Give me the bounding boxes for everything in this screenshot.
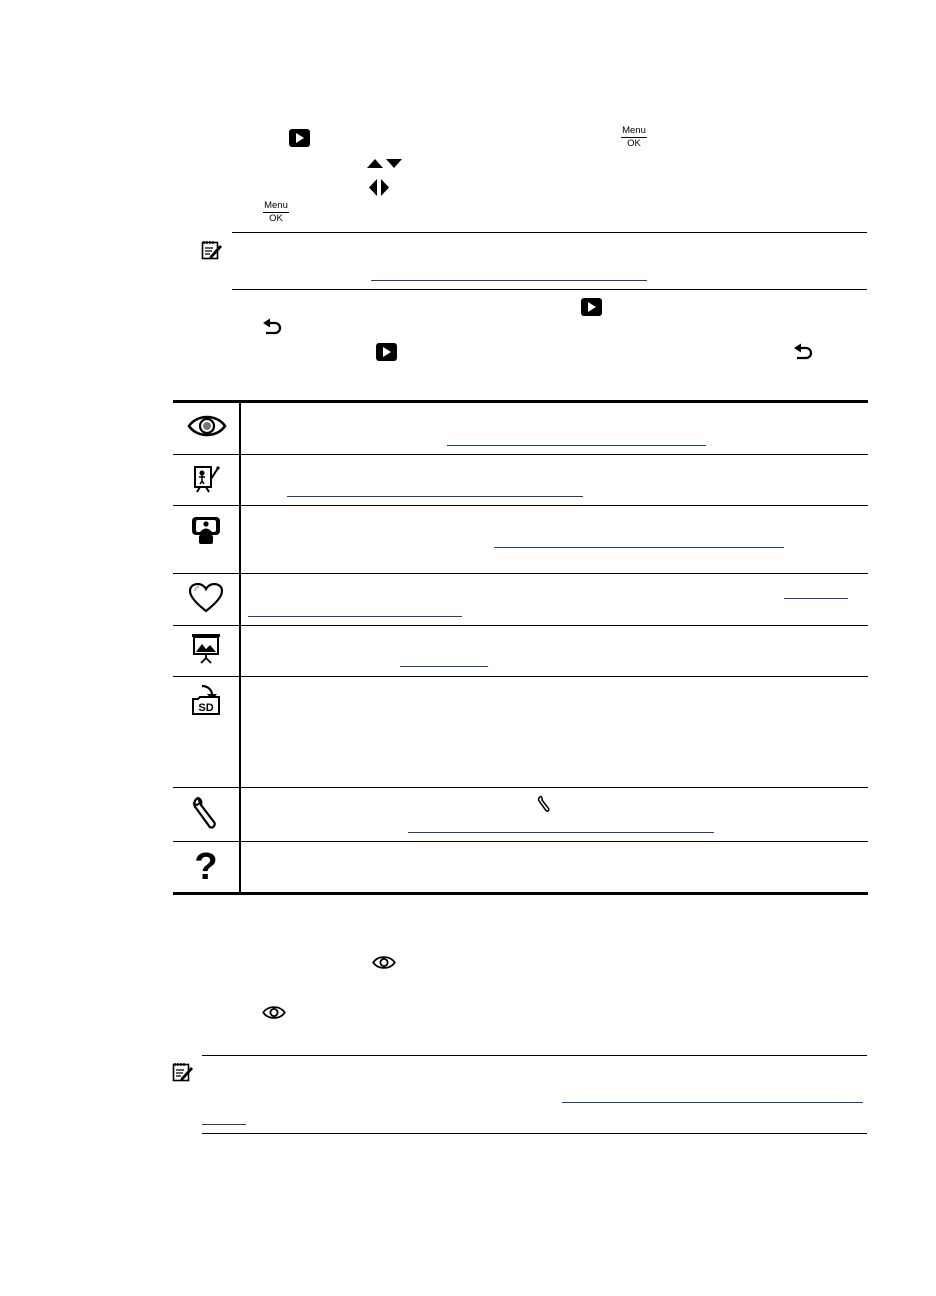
left-right-arrows-icon [368, 179, 390, 196]
heart-icon [189, 583, 223, 613]
note-link[interactable] [202, 1124, 246, 1125]
photo-person-icon [190, 515, 222, 545]
note-top-rule [232, 232, 867, 233]
table-column-divider [239, 402, 241, 893]
note-link[interactable] [371, 280, 647, 281]
menu-ok-button-icon: Menu OK [264, 200, 288, 224]
table-row-divider [173, 841, 868, 842]
table-row-divider [173, 505, 868, 506]
playback-icon [289, 129, 310, 147]
note-bottom-rule [202, 1133, 867, 1134]
slideshow-screen-icon [191, 633, 221, 665]
up-down-arrows-icon [367, 158, 403, 169]
table-row-divider [173, 454, 868, 455]
table-row-divider [173, 787, 868, 788]
easel-artist-icon [192, 464, 220, 494]
row-link[interactable] [248, 616, 462, 617]
table-row-divider [173, 676, 868, 677]
eye-icon [262, 1005, 286, 1020]
eye-icon [372, 955, 396, 970]
eye-icon [187, 414, 227, 438]
sd-card-icon [190, 684, 222, 716]
table-bottom-rule [173, 892, 868, 895]
menu-ok-button-icon: Menu OK [622, 125, 646, 149]
playback-icon [376, 343, 397, 361]
table-row-divider [173, 573, 868, 574]
row-link[interactable] [408, 832, 714, 833]
note-bottom-rule [232, 289, 867, 290]
svg-text:SD: SD [198, 702, 214, 714]
wrench-icon [537, 795, 551, 813]
row-link[interactable] [784, 598, 848, 599]
playback-icon [581, 298, 602, 316]
svg-text:?: ? [194, 847, 218, 883]
note-link[interactable] [562, 1102, 863, 1103]
note-icon [201, 239, 223, 261]
back-arrow-icon [262, 318, 282, 336]
back-arrow-icon [793, 343, 813, 361]
question-mark-icon [193, 847, 219, 883]
row-link[interactable] [494, 547, 784, 548]
table-top-rule [173, 400, 868, 403]
note-icon [172, 1061, 194, 1083]
row-link[interactable] [400, 666, 488, 667]
note-top-rule [202, 1055, 867, 1056]
table-row-divider [173, 625, 868, 626]
row-link[interactable] [287, 496, 583, 497]
row-link[interactable] [447, 445, 706, 446]
wrench-icon [191, 796, 219, 830]
